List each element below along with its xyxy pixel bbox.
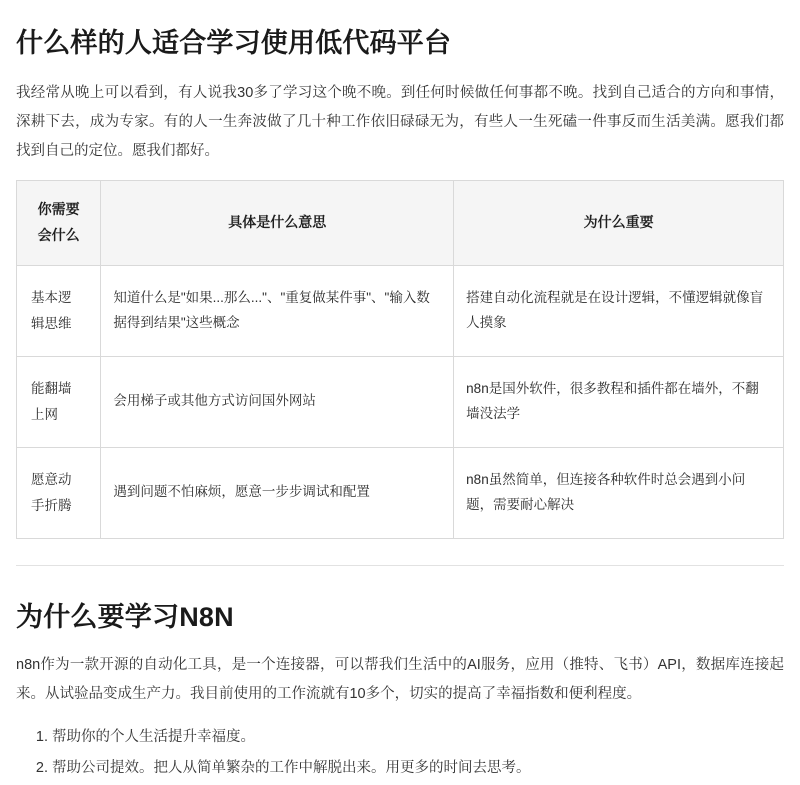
requirements-table-wrapper — [16, 180, 784, 539]
table-header-cell-importance: 为什么重要 — [454, 181, 784, 266]
table-row — [17, 356, 784, 447]
table-header-skill-line2: 会什么 — [37, 226, 80, 243]
table-cell-skill — [17, 265, 101, 356]
list-item: 2. 帮助公司提效。把人从简单繁杂的工作中解脱出来。用更多的时间去思考。 — [52, 754, 784, 783]
table-header-cell-skill — [17, 181, 101, 266]
table-cell-skill-line1: 基本逻 — [31, 290, 72, 306]
table-head — [17, 181, 784, 266]
section-title-why-n8n: 为什么要学习N8N — [16, 601, 234, 632]
benefits-list — [16, 723, 784, 783]
page-title: 什么样的人适合学习使用低代码平台 — [16, 28, 452, 58]
table-cell-skill-line2: 辑思维 — [31, 315, 72, 331]
requirements-table — [16, 180, 784, 539]
table-header-cell-meaning: 具体是什么意思 — [101, 181, 454, 266]
table-cell-skill — [17, 356, 101, 447]
table-cell-importance: 搭建自动化流程就是在设计逻辑，不懂逻辑就像盲人摸象 — [454, 265, 784, 356]
table-cell-skill-line1: 愿意动 — [31, 472, 72, 488]
table-header-row — [17, 181, 784, 266]
table-cell-meaning: 遇到问题不怕麻烦，愿意一步步调试和配置 — [101, 447, 454, 538]
table-cell-skill-line1: 能翻墙 — [31, 381, 72, 397]
table-row — [17, 265, 784, 356]
table-row — [17, 447, 784, 538]
table-cell-meaning: 会用梯子或其他方式访问国外网站 — [101, 356, 454, 447]
table-cell-skill — [17, 447, 101, 538]
table-cell-skill-line2: 上网 — [31, 406, 58, 422]
table-cell-importance: n8n虽然简单，但连接各种软件时总会遇到小问题，需要耐心解决 — [454, 447, 784, 538]
table-cell-meaning: 知道什么是"如果...那么..."、"重复做某件事"、"输入数据得到结果"这些概念 — [101, 265, 454, 356]
table-body — [17, 265, 784, 538]
why-n8n-paragraph: n8n作为一款开源的自动化工具，是一个连接器，可以帮我们生活中的AI服务，应用（推特、飞书）API，数据库连接起来。从试验品变成生产力。我目前使用的工作流就有10多个，切实的提高了幸福指数和便利程度。 — [16, 656, 784, 702]
list-item: 1. 帮助你的个人生活提升幸福度。 — [52, 723, 784, 752]
intro-paragraph: 我经常从晚上可以看到，有人说我30多了学习这个晚不晚。到任何时候做任何事都不晚。找到自己适合的方向和事情，深耕下去，成为专家。有的人一生奔波做了几十种工作依旧碌碌无为，有些人一生死磕一件事反而生活美满。愿我们都找到自己的定位。愿我们都好。 — [16, 85, 784, 160]
table-cell-importance: n8n是国外软件，很多教程和插件都在墙外，不翻墙没法学 — [454, 356, 784, 447]
table-cell-skill-line2: 手折腾 — [31, 497, 72, 513]
table-header-skill-line1: 你需要 — [37, 201, 80, 218]
section-divider — [16, 565, 784, 566]
